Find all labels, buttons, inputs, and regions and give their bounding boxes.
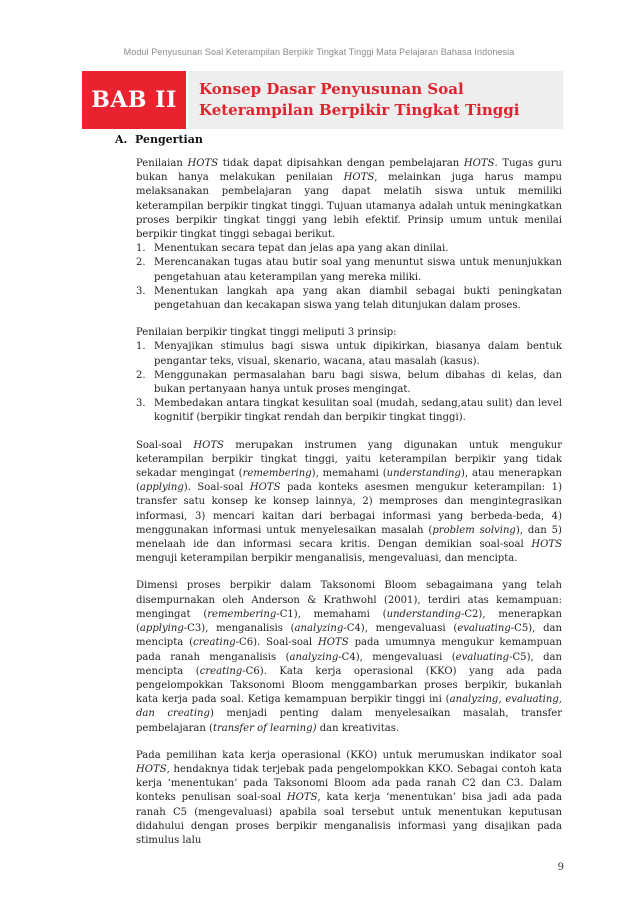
list-number: 1. — [136, 341, 146, 353]
paragraph-1 — [136, 157, 562, 242]
text-run: pada konteks asesmen mengukur keterampilan: 1) transfer satu konsep ke konsep lainnya, 2) memproses dan mengintegrasikan informasi, 3) mencari kaitan dari berbagai informasi yang berbeda-beda, 4) menggunakan informasi untuk menyelesaikan masalah ( — [136, 482, 562, 536]
italic-run: analyzing — [294, 623, 344, 635]
list-item — [136, 340, 562, 368]
italic-run: HOTS — [136, 763, 167, 775]
list-item — [136, 397, 562, 425]
assessment-principles-list — [136, 242, 562, 313]
list-text: Menggunakan permasalahan baru bagi siswa, belum dibahas di kelas, dan bukan pertanyaan hanya untuk proses mengingat. — [154, 369, 562, 396]
list-item — [136, 242, 562, 256]
text-run: Pada pemilihan kata kerja operasional (KKO) untuk merumuskan indikator soal — [136, 749, 562, 761]
text-run: dan kreativitas. — [316, 722, 400, 734]
text-run: -C3), menganalisis ( — [183, 623, 295, 635]
text-run: -C6). Soal-soal — [235, 637, 319, 649]
text-run: pada umumnya mengukur kemampuan pada ranah menganalisis ( — [136, 637, 562, 663]
list-text: Merencanakan tugas atau butir soal yang menuntut siswa untuk menunjukkan pengetahuan atau keterampilan yang mereka miliki. — [154, 257, 562, 283]
italic-run: understanding — [386, 468, 461, 480]
paragraph-2: Penilaian berpikir tingkat tinggi meliputi 3 prinsip: — [136, 327, 397, 339]
text-run: Penilaian — [136, 158, 188, 169]
text-run: -C4), mengevaluasi ( — [343, 623, 458, 635]
italic-run: creating — [199, 665, 243, 677]
list-number: 2. — [136, 369, 146, 381]
italic-run: remembering — [242, 468, 312, 480]
text-run: , kata kerja ‘menentukan’ bisa jadi ada pada ranah C5 (mengevaluasi) apabila soal tersebut untuk menentukan keputusan didahului dengan proses berpikir menganalisis informasi yang disajikan pada stimulus lalu — [136, 792, 562, 846]
italic-run: transfer of learning) — [212, 722, 317, 734]
text-run: Soal-soal — [136, 439, 194, 451]
italic-run: problem solving — [432, 524, 516, 536]
list-item — [136, 285, 562, 313]
italic-run: HOTS — [187, 158, 219, 169]
chapter-title — [199, 79, 519, 121]
list-number: 2. — [136, 257, 146, 269]
text-run: , melainkan juga harus mampu melaksanakan pembelajaran yang dapat melatih siswa untuk memiliki keterampilan berpikir tingkat tinggi. Tujuan utamanya adalah untuk meningkatkan proses berpikir tingkat tinggi yang lebih efektif. Prinsip umum untuk menilai berpikir tingkat tinggi sebagai berikut. — [136, 172, 563, 241]
text-run: ), memahami ( — [311, 468, 387, 480]
text-run: -C1), memahami ( — [276, 608, 387, 620]
text-run: merupakan instrumen yang digunakan untuk mengukur keterampilan berpikir tingkat tinggi, yaitu keterampilan berpikir yang tidak sekadar mengingat ( — [136, 439, 562, 480]
text-run: ), dan 5) menelaah ide dan informasi secara kritis. Dengan demikian soal-soal — [136, 524, 562, 551]
list-text: Menentukan langkah apa yang akan diambil sebagai bukti peningkatan pengetahuan dan kecakapan siswa yang telah ditunjukan dalam proses. — [154, 285, 562, 312]
text-run: menguji keterampilan berpikir menganalisis, mengevaluasi, dan mencipta. — [136, 553, 518, 565]
hots-principles-list — [136, 340, 562, 425]
text-run: -C5), dan mencipta ( — [136, 623, 562, 649]
text-run: , hendaknya tidak terjebak pada pengelompokkan KKO. Sebagai contoh kata kerja ‘menentukan’ pada Taksonomi Bloom ada pada ranah C2 dan C3. Dalam konteks penulisan soal-soal — [136, 763, 562, 804]
text-run: ), atau menerapkan ( — [136, 468, 562, 494]
list-text: Membedakan antara tingkat kesulitan soal (mudah, sedang,atau sulit) dan level kognitif (berpikir tingkat rendah dan berpikir tingkat tinggi). — [154, 398, 562, 424]
italic-run: HOTS — [531, 539, 562, 551]
running-header: Modul Penyusunan Soal Keterampilan Berpikir Tingkat Tinggi Mata Pelajaran Bahasa Indonesia — [123, 47, 515, 57]
italic-run: HOTS — [463, 158, 495, 169]
italic-run: HOTS — [286, 792, 318, 804]
italic-run: understanding — [386, 608, 461, 620]
italic-run: analyzing — [289, 651, 339, 663]
chapter-title-line-2: Keterampilan Berpikir Tingkat Tinggi — [199, 101, 520, 119]
text-run: . Tugas guru bukan hanya melakukan penilaian — [136, 158, 562, 184]
paragraph-4 — [136, 579, 562, 735]
italic-run: analyzing, evaluating, dan creating — [136, 694, 562, 720]
italic-run: HOTS — [193, 439, 224, 451]
list-number: 3. — [136, 285, 146, 297]
list-item — [136, 256, 562, 284]
text-run: Dimensi proses berpikir dalam Taksonomi Bloom sebagaimana yang telah disempurnakan oleh Anderson & Krathwohl (2001), terdiri atas kemampuan: mengingat ( — [136, 580, 562, 620]
section-marker: A. — [115, 133, 128, 146]
paragraph-5 — [136, 749, 562, 848]
italic-run: evaluating — [455, 651, 510, 663]
list-number: 1. — [136, 243, 146, 255]
italic-run: applying — [139, 623, 184, 635]
paragraph-3 — [136, 439, 562, 567]
italic-run: remembering — [207, 608, 277, 620]
list-text: Menyajikan stimulus bagi siswa untuk dipikirkan, biasanya dalam bentuk pengantar teks, visual, skenario, wacana, atau masalah (kasus). — [154, 341, 562, 367]
italic-run: HOTS — [249, 482, 281, 494]
text-run: -C6). Kata kerja operasional (KKO) yang ada pada pengelompokkan Taksonomi Bloom menggambarkan proses berpikir, bukanlah kata kerja pada soal. Ketiga kemampuan berpikir tinggi ini ( — [136, 665, 562, 706]
text-run: tidak dapat dipisahkan dengan pembelajaran — [218, 158, 464, 169]
italic-run: creating — [193, 637, 236, 649]
section-title: Pengertian — [135, 133, 203, 146]
italic-run: evaluating — [457, 623, 511, 635]
italic-run: HOTS — [318, 637, 349, 649]
italic-run: applying — [139, 482, 184, 494]
text-run: ) menjadi penting dalam menyelesaikan masalah, transfer pembelajaran ( — [136, 708, 562, 734]
chapter-title-line-1: Konsep Dasar Penyusunan Soal — [199, 80, 464, 98]
section-heading — [115, 133, 203, 146]
list-number: 3. — [136, 398, 146, 410]
list-text: Menentukan secara tepat dan jelas apa yang akan dinilai. — [154, 243, 449, 255]
chapter-label-box: BAB II — [82, 71, 186, 129]
text-run: -C5), dan mencipta ( — [136, 651, 562, 677]
italic-run: HOTS — [343, 172, 375, 184]
text-run: -C4), mengevaluasi ( — [338, 651, 456, 663]
list-item — [136, 369, 562, 397]
main-content — [136, 157, 562, 848]
page-number: 9 — [557, 862, 564, 873]
text-run: ). Soal-soal — [183, 482, 250, 494]
text-run: -C2), menerapkan ( — [136, 608, 562, 635]
